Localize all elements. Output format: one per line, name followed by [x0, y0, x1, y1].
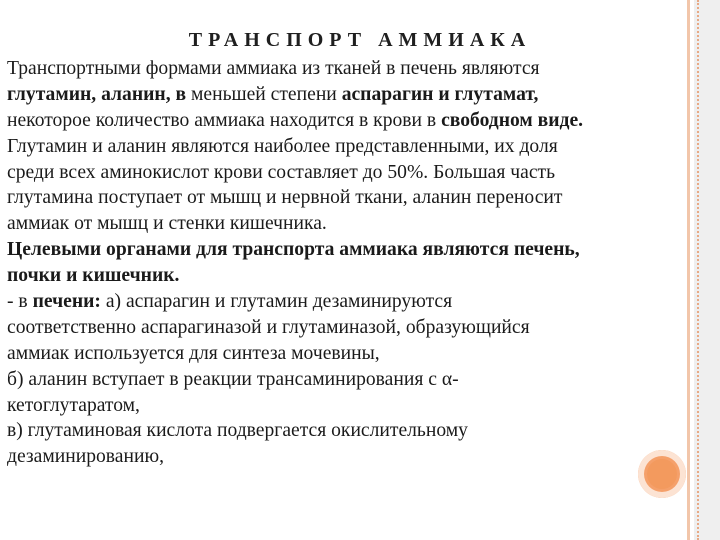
text-line: [7, 56, 689, 82]
text-line: [7, 367, 689, 393]
text-segment: - в: [7, 291, 33, 313]
text-segment: аммиак используется для синтеза мочевины,: [7, 342, 380, 364]
text-segment: соответственно аспарагиназой и глутаминазой, образующийся: [7, 316, 530, 338]
text-segment: некоторое количество аммиака находится в крови в: [7, 109, 442, 131]
text-line: [7, 185, 689, 211]
text-line: [7, 393, 689, 419]
text-segment: кетоглутаратом,: [7, 394, 140, 416]
text-line: [7, 237, 689, 263]
text-segment: Транспортными формами аммиака из тканей в печень являются: [7, 58, 540, 79]
text-segment: дезаминированию,: [7, 446, 164, 468]
text-line: [7, 315, 689, 341]
text-segment: среди всех аминокислот крови составляет до 50%. Большая часть: [7, 161, 556, 183]
text-segment: аммиак от мышц и стенки кишечника.: [7, 213, 327, 235]
text-line: [7, 444, 689, 470]
text-segment: а) аспарагин и глутамин дезаминируются: [100, 291, 453, 313]
text-segment: в) глутаминовая кислота подвергается окислительному: [7, 420, 468, 442]
text-line: [7, 341, 689, 367]
slide-title: ТРАНСПОРТ АММИАКА: [188, 29, 532, 51]
text-line: [7, 134, 689, 160]
text-segment: глутамина поступает от мышц и нервной ткани, аланин переносит: [7, 187, 563, 209]
text-line: [7, 418, 689, 444]
text-segment: Глутамин и аланин являются наиболее представленными, их доля: [7, 135, 558, 157]
bold-text-segment: свободном виде.: [441, 109, 584, 131]
text-line: [7, 82, 689, 108]
text-segment: б) аланин вступает в реакции трансаминирования с α-: [7, 368, 459, 390]
text-line: [7, 263, 689, 289]
text-line: [7, 160, 689, 186]
text-line: [7, 289, 689, 315]
bold-text-segment: почки и кишечник.: [7, 265, 180, 287]
bold-text-segment: аспарагин и глутамат,: [341, 83, 539, 105]
decorative-dotted-line: [697, 0, 699, 540]
text-line: [7, 108, 689, 134]
text-segment: меньшей степени: [186, 83, 342, 105]
slide-body-text: [7, 56, 689, 470]
bold-text-segment: глутамин, аланин, в: [7, 83, 187, 105]
text-line: [7, 211, 689, 237]
bold-text-segment: печени:: [32, 291, 101, 313]
bold-text-segment: Целевыми органами для транспорта аммиака являются печень,: [7, 239, 580, 261]
